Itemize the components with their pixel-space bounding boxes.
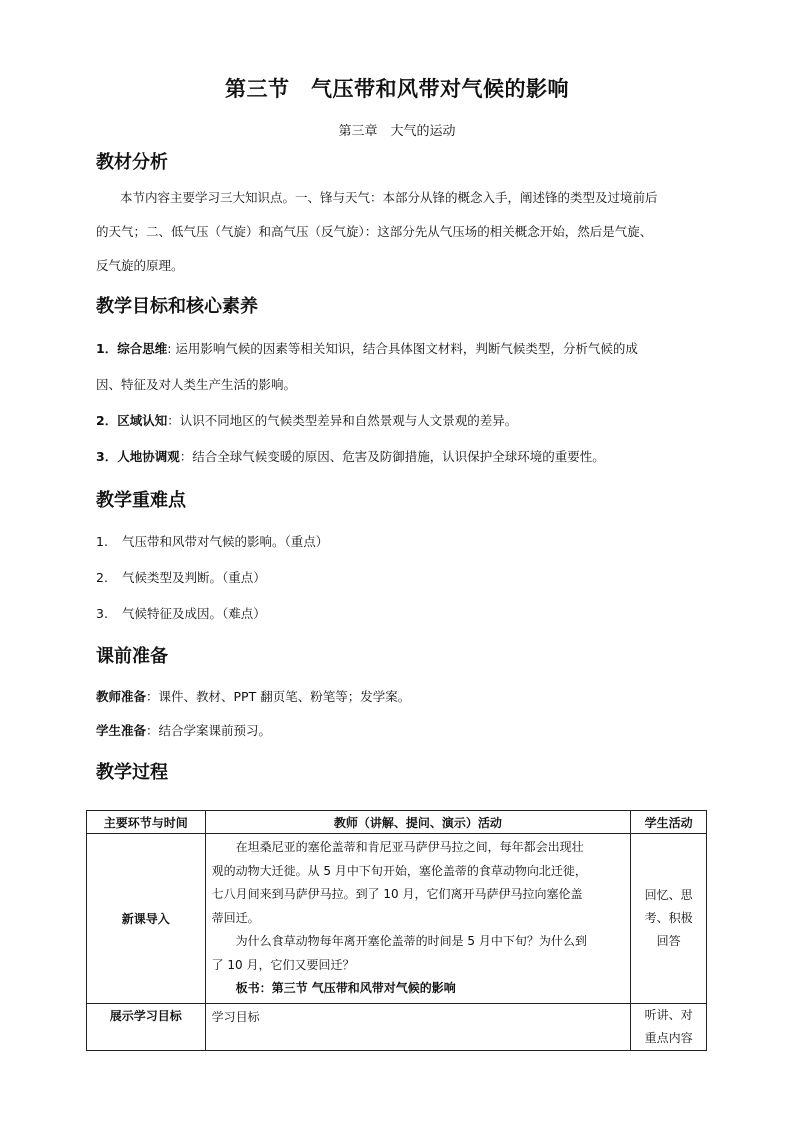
teacher-line: 蒂回迁。 (211, 910, 260, 925)
student-line: 回答 (656, 933, 681, 948)
prep-teacher-text: ：课件、教材、PPT 翻页笔、粉笔等；发学案。 (146, 689, 411, 704)
keypoint-item-3 (96, 604, 266, 622)
objective-label: 综合思维 (117, 341, 168, 356)
teacher-line: 七八月间来到马萨伊马拉。到了 10 月，它们离开马萨伊马拉向塞伦盖 (211, 887, 583, 901)
prep-teacher-label: 教师准备 (96, 689, 147, 704)
teacher-line: 为什么食草动物每年离开塞伦盖蒂的时间是 5 月中下旬？为什么到 (235, 934, 587, 948)
prep-student-text: ：结合学案课前预习。 (146, 723, 272, 738)
objectives-heading: 教学目标和核心素养 (96, 296, 258, 317)
objective-label: 区域认知 (117, 413, 168, 428)
student-line: 考、积极 (644, 910, 693, 925)
keypoint-text: 气压带和风带对气候的影响。（重点） (122, 534, 329, 549)
student-line: 回忆、思 (644, 887, 693, 902)
objective-item-3 (96, 447, 605, 465)
teacher-line: 观的动物大迁徙。从 5 月中下旬开始，塞伦盖蒂的食草动物向北迁徙， (211, 863, 587, 878)
keypoint-num: 1. (96, 534, 108, 549)
table-row (87, 834, 707, 1004)
table-header-student: 学生活动 (631, 811, 707, 834)
objective-num: 3． (96, 449, 118, 464)
student-activity-cell (631, 1003, 707, 1050)
student-line: 重点内容 (644, 1030, 693, 1045)
keypoints-heading: 教学重难点 (96, 490, 186, 511)
teacher-line: 了 10 月，它们又要回迁？ (211, 957, 355, 972)
objective-num: 1． (96, 341, 118, 356)
objective-text: 结合全球气候变暖的原因、危害及防御措施，认识保护全球环境的重要性。 (192, 449, 605, 464)
objective-text: 认识不同地区的气候类型差异和自然景观与人文景观的差异。 (179, 413, 518, 428)
prep-student-label: 学生准备 (96, 723, 147, 738)
teacher-activity-cell (205, 1003, 631, 1050)
teacher-activity-cell (205, 834, 631, 1004)
objective-sep: ： (179, 449, 193, 464)
prep-student (96, 721, 271, 739)
keypoint-num: 2. (96, 570, 108, 585)
process-heading: 教学过程 (96, 762, 168, 783)
stage-cell: 新课导入 (87, 834, 206, 1004)
analysis-line-1: 本节内容主要学习三大知识点。一、锋与天气：本部分从锋的概念入手，阐述锋的类型及过境前后 (120, 190, 658, 205)
keypoint-num: 3. (96, 606, 108, 621)
keypoint-text: 气候特征及成因。（难点） (122, 606, 266, 621)
analysis-line-3: 反气旋的原理。 (96, 258, 184, 273)
stage-cell: 展示学习目标 (87, 1003, 206, 1050)
objective-label: 人地协调观 (117, 449, 180, 464)
keypoint-item-1 (96, 532, 328, 550)
table-row (87, 1003, 707, 1050)
table-header-row (87, 811, 707, 834)
student-activity-cell (631, 834, 707, 1004)
keypoint-item-2 (96, 568, 266, 586)
page-title: 第三节 气压带和风带对气候的影响 (225, 77, 569, 101)
objective-item-1-cont: 因、特征及对人类生产生活的影响。 (96, 377, 297, 392)
page-subtitle: 第三章 大气的运动 (338, 124, 456, 139)
prep-heading: 课前准备 (96, 646, 168, 667)
keypoint-text: 气候类型及判断。（重点） (122, 570, 266, 585)
teacher-line: 在坦桑尼亚的塞伦盖蒂和肯尼亚马萨伊马拉之间，每年都会出现壮 (235, 840, 584, 854)
prep-teacher (96, 687, 410, 705)
objective-item-1 (96, 339, 638, 357)
objective-sep: : (167, 341, 176, 356)
analysis-heading: 教材分析 (96, 152, 168, 173)
board-note: 板书：第三节 气压带和风带对气候的影响 (235, 981, 456, 995)
objective-num: 2． (96, 413, 118, 428)
table-header-teacher: 教师（讲解、提问、演示）活动 (205, 811, 631, 834)
objective-sep: ： (167, 413, 180, 428)
analysis-line-2: 的天气；二、低气压（气旋）和高气压（反气旋）：这部分先从气压场的相关概念开始，然后是气旋、 (96, 224, 653, 239)
objective-item-2 (96, 411, 517, 429)
student-line: 听讲、对 (644, 1007, 693, 1022)
process-table (86, 810, 707, 1051)
objective-text: 运用影响气候的因素等相关知识，结合具体图文材料，判断气候类型，分析气候的成 (175, 341, 638, 356)
table-header-stage: 主要环节与时间 (87, 811, 206, 834)
teacher-line: 学习目标 (211, 1009, 260, 1024)
